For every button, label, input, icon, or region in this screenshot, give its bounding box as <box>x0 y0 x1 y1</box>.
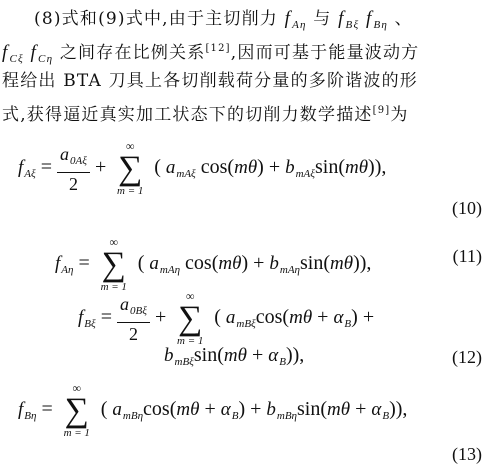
symbol-f-b-xi: $f_{B\xi}$ <box>338 8 360 31</box>
symbol-f-c-eta: $f_{C\eta}$ <box>30 42 54 65</box>
symbol-f-c-xi: $f_{C\xi}$ <box>2 42 24 65</box>
text-segment: 式,获得逼近真实加工状态下的切削力数学描述 <box>2 105 373 125</box>
paragraph-line-2 <box>0 38 492 70</box>
text-segment: 程给出 BTA 刀具上各切削载荷分量的多阶谐波的形 <box>2 71 418 91</box>
citation: [9] <box>372 105 391 116</box>
equation-number: (12) <box>452 347 482 367</box>
equation-number: (13) <box>452 444 482 464</box>
paragraph-line-1 <box>0 8 492 36</box>
text-segment: 之间存在比例关系 <box>59 43 206 63</box>
text-segment: 、 <box>394 9 413 29</box>
equation-number: (11) <box>452 246 482 266</box>
equation-12-line-1: $f_{B\xi}$ = $\frac{a_{0B\xi}}{2}$ + ∞ ∑ m = 1 ( $a_{mB\xi}\cos(m\theta + \alpha_B)$ + <box>78 289 375 347</box>
text-segment: 与 <box>313 9 332 29</box>
symbol-f-b-eta: $f_{B\eta}$ <box>366 8 389 31</box>
text-segment: 为 <box>390 105 409 125</box>
equation-10: $f_{A\xi}$ = $\frac{a_{0A\xi}}{2}$ + ∞ ∑ m = 1 ( $a_{mA\xi}$ $\cos(m\theta) + b_{mA\xi}\sin(m\theta)$), <box>18 139 387 197</box>
equation-12-line-2: $b_{mB\xi}\sin(m\theta + \alpha_B)$), <box>164 344 305 368</box>
symbol-f-a-eta: $f_{A\eta}$ <box>284 8 307 31</box>
equation-11: $f_{A\eta}$ = ∞ ∑ m = 1 ( $a_{mA\eta}$ $\cos(m\theta) + b_{mA\eta}\sin(m\theta)$), <box>55 235 372 293</box>
paragraph-line-3 <box>0 70 492 92</box>
paragraph-line-4 <box>0 100 492 126</box>
equation-13: $f_{B\eta}$ = ∞ ∑ m = 1 ( $a_{mB\eta}\cos(m\theta + \alpha_B) + b_{mB\eta}\sin(m\theta + \alpha_B)$), <box>18 381 408 439</box>
equation-number: (10) <box>452 198 482 218</box>
text-segment: ,因而可基于能量波动方 <box>230 43 420 63</box>
citation: [12] <box>205 43 231 54</box>
text-segment: (8)式和(9)式中,由于主切削力 <box>34 9 278 29</box>
